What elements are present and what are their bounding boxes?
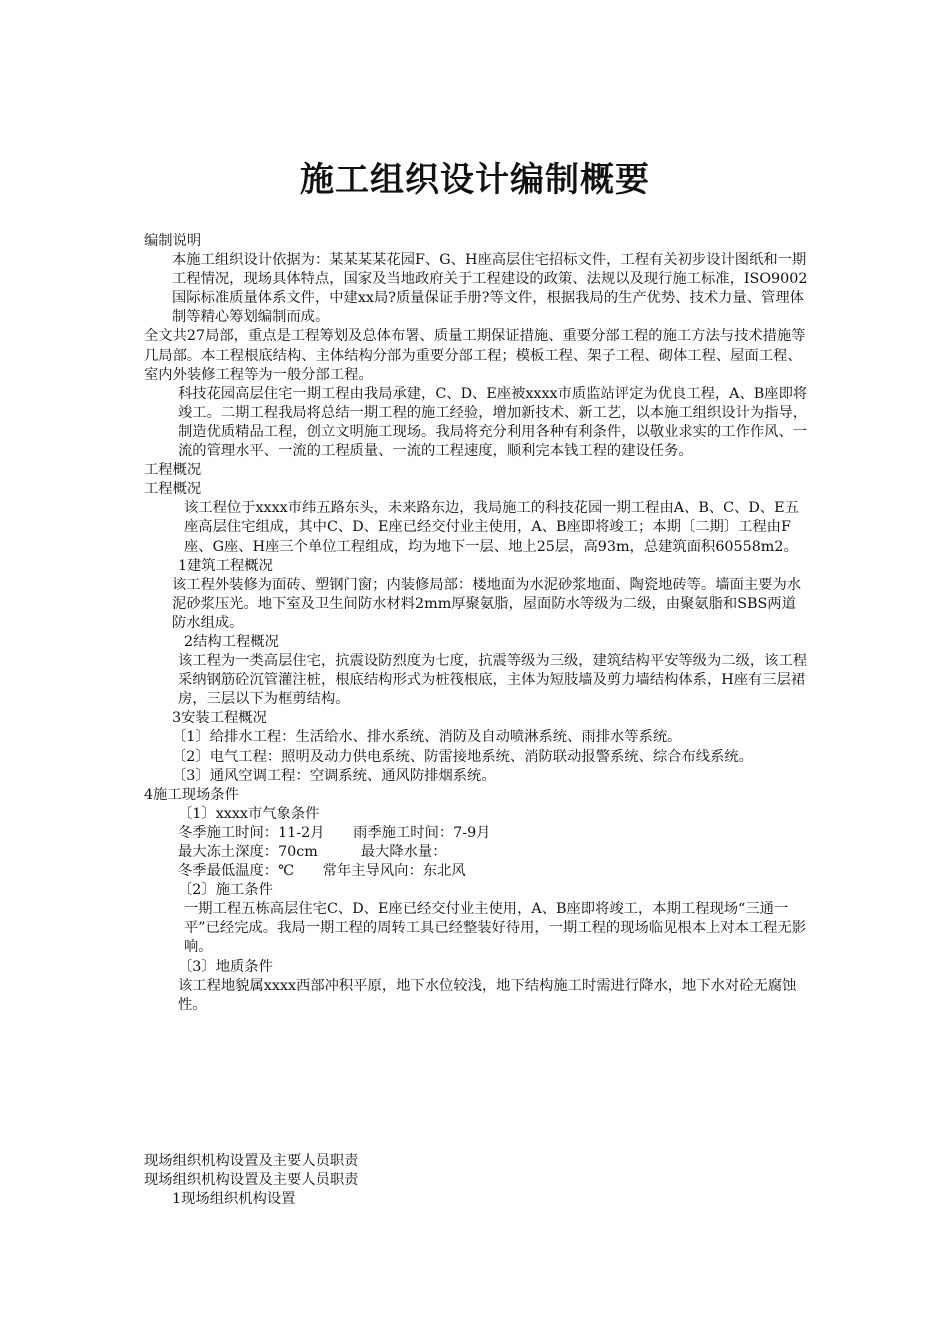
paragraph: 现场组织机构设置及主要人员职责 xyxy=(144,1153,359,1169)
paragraph: 〔3〕通风空调工程：空调系统、通风防排烟系统。 xyxy=(172,767,496,784)
paragraph: 1现场组织机构设置 xyxy=(172,1191,296,1208)
paragraph: 该工程位于xxxx市纬五路东头，未来路东边，我局施工的科技花园一期工程由A、B、C、D、E五座高层住宅组成，其中C、D、E座已经交付业主使用，A、B座即将竣工；本期〔二期〕工程由F座、G座、H座三个单位工程组成，均为地下一层、地上25层，高93m，总建筑面积60558m2。 xyxy=(184,500,799,555)
paragraph: 〔1〕给排水工程：生活给水、排水系统、消防及自动喷淋系统、雨排水等系统。 xyxy=(172,729,682,746)
paragraph: 冬季最低温度：℃ 常年主导风向：东北风 xyxy=(178,863,466,880)
document-tail-section xyxy=(144,1152,810,1209)
paragraph: 3安装工程概况 xyxy=(172,710,267,727)
paragraph: 该工程外装修为面砖、塑钢门窗；内装修局部：楼地面为水泥砂浆地面、陶瓷地砖等。墙面主要为水泥砂浆压光。地下室及卫生间防水材料2mm厚聚氨脂，屋面防水等级为二级，由聚氨脂和SBS两道防水组成。 xyxy=(172,576,802,631)
paragraph: 4施工现场条件 xyxy=(144,786,239,803)
paragraph: 现场组织机构设置及主要人员职责 xyxy=(144,1172,359,1189)
document-title: 施工组织设计编制概要 xyxy=(300,160,650,200)
paragraph: 工程概况 xyxy=(144,462,202,479)
paragraph: 冬季施工时间：11-2月 雨季施工时间：7-9月 xyxy=(178,824,491,841)
paragraph: 该工程为一类高层住宅，抗震设防烈度为七度，抗震等级为三级，建筑结构平安等级为二级，该工程采纳钢筋砼沉管灌注桩，根底结构形式为桩筏根底，主体为短肢墙及剪力墙结构体系，H座有三层裙房，三层以下为框剪结构。 xyxy=(178,653,808,708)
paragraph: 编制说明 xyxy=(144,233,202,249)
paragraph: 〔2〕电气工程：照明及动力供电系统、防雷接地系统、消防联动报警系统、综合布线系统。 xyxy=(172,748,753,765)
paragraph: 〔3〕地质条件 xyxy=(178,958,273,975)
paragraph: 〔2〕施工条件 xyxy=(178,882,273,899)
paragraph: 2结构工程概况 xyxy=(184,633,279,650)
paragraph: 全文共27局部，重点是工程筹划及总体布署、质量工期保证措施、重要分部工程的施工方法与技术措施等几局部。本工程根底结构、主体结构分部为重要分部工程；模板工程、架子工程、砌体工程、屋面工程、室内外装修工程等为一般分部工程。 xyxy=(144,328,806,383)
paragraph: 最大冻土深度：70cm 最大降水量： xyxy=(178,844,447,860)
paragraph: 本施工组织设计依据为：某某某某花园F、G、H座高层住宅招标文件，工程有关初步设计图纸和一期工程情况，现场具体特点，国家及当地政府关于工程建设的政策、法规以及现行施工标准，ISO9002国际标准质量体系文件，中建xx局?质量保证手册?等文件，根据我局的生产优势、技术力量、管理体制等精心筹划编制而成。 xyxy=(172,252,808,326)
paragraph: 科技花园高层住宅一期工程由我局承建，C、D、E座被xxxx市质监站评定为优良工程，A、B座即将竣工。二期工程我局将总结一期工程的施工经验，增加新技术、新工艺，以本施工组织设计为指导，制造优质精品工程，创立文明施工现场。我局将充分利用各种有利条件，以敬业求实的工作作风、一流的管理水平、一流的工程质量、一流的工程速度，顺利完本钱工程的建设任务。 xyxy=(178,385,808,460)
document-body xyxy=(144,232,810,1015)
paragraph: 工程概况 xyxy=(144,481,202,498)
paragraph: 一期工程五栋高层住宅C、D、E座已经交付业主使用，A、B座即将竣工，本期工程现场“三通一平”已经完成。我局一期工程的周转工具已经整装好待用，一期工程的现场临见根本上对本工程无影响。 xyxy=(184,901,807,956)
paragraph: 1建筑工程概况 xyxy=(178,557,273,574)
paragraph: 该工程地貌属xxxx西部冲积平原，地下水位较浅，地下结构施工时需进行降水，地下水对砼无腐蚀性。 xyxy=(178,977,797,1013)
paragraph: 〔1〕xxxx市气象条件 xyxy=(178,805,320,822)
